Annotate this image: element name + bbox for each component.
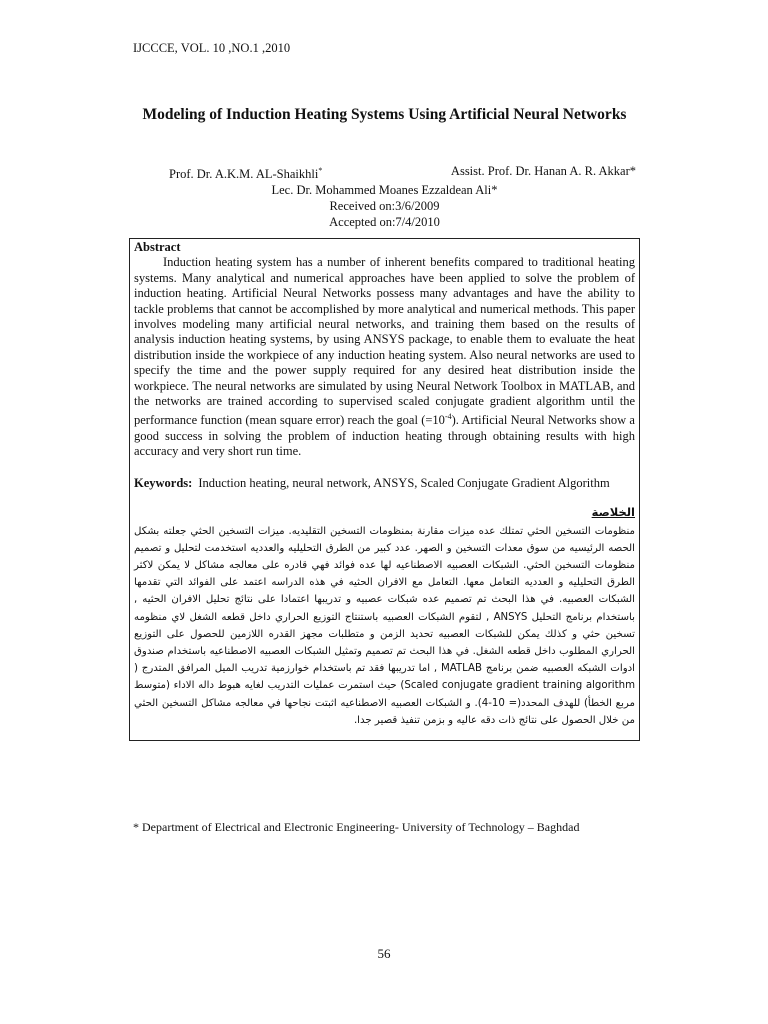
- author-2: Assist. Prof. Dr. Hanan A. R. Akkar*: [450, 164, 636, 178]
- abstract-box: [129, 238, 640, 741]
- keywords-line: [134, 476, 635, 491]
- arabic-abstract-heading: الخلاصة: [591, 505, 635, 520]
- page-number: 56: [377, 946, 391, 961]
- author-3: Lec. Dr. Mohammed Moanes Ezzaldean Ali*: [271, 183, 498, 198]
- paper-title: Modeling of Induction Heating Systems Using Artificial Neural Networks: [142, 106, 627, 123]
- arabic-abstract-text: منظومات التسخين الحثي تمتلك عده ميزات مقارنة بمنظومات التسخين التقليديه. ميزات التسخين الحثي جعلته بشكل الحصه الرئيسيه من سوق معدات التسخين و الصهر. عدد كبير من الطرق التحليليه والعدديه استخدمت لتحليل و تصميم منظومات التسخين الحثي. الشبكات العصبيه الاصطناعيه لها عده فوائد فهي قادره على معالجه مشاكل لا يمكن لاكثر الطرق التحليليه و العدديه التعامل معها. التعامل مع الافران الحثيه في هذه الدراسه اعتمد على الفوائد التي تقدمها الشبكات العصبيه. في هذا البحث تم تصميم عده شبكات عصبيه و تدريبها اعتمادا على نتائج تحليل الافران الحثيه , باستخدام برنامج التحليل ANSYS , لتقوم الشبكات العصبيه باستنتاج التوزيع الحراري داخل قطعه الشغل لاي منظومه تسخين حثي و كذلك يمكن للشبكات العصبيه تحديد الزمن و متطلبات مجهز القدره اللازمين للحصول على التوزيع الحراري المطلوب داخل قطعه الشغل. في هذا البحث تم تصميم وتمثيل الشبكات العصبيه الاصطناعيه باستخدام صندوق ادوات الشبكه العصبيه ضمن برنامج MATLAB , اما تدريبها فقد تم باستخدام خوارزمية تدريب الميل المرافق المتدرج ( Scaled conjugate gradient training algorithm) حيث استمرت عمليات التدريب لغايه هبوط داله الاداء (متوسط مربع الخطأ) للهدف المحدد(= 10-4). و الشبكات العصبيه الاصطناعيه اثبتت نجاحها في معالجه مشاكل التسخين الحثي من خلال الحصول على نتائج ذات دقه عاليه و بزمن تنفيذ قصير جدا.: [134, 525, 635, 726]
- keywords-label: Keywords:: [134, 475, 193, 490]
- author-1-mark: *: [318, 166, 323, 175]
- affiliation-footnote: * Department of Electrical and Electronic Engineering- University of Technology – Baghdad: [133, 820, 580, 834]
- journal-header: IJCCCE, VOL. 10 ,NO.1 ,2010: [133, 41, 291, 55]
- abstract-heading: Abstract: [134, 240, 181, 254]
- abstract-text: Induction heating system has a number of inherent benefits compared to traditional heating systems. Many analytical and numerical approaches have been applied to solve the problem of induction heating. Artificial Neural Networks possess many advantages and have the ability to tackle problems that cannot be accomplished by more analytical and numerical methods. This paper involves modeling many artificial neural networks, and training them based on the results of analysis induction heating systems, by using ANSYS package, to enable them to evaluate the heat distribution inside the workpiece of any induction heating system. Also neural networks are used to specify the time and the power supply required for any desired heat distribution inside the workpiece. The neural networks are simulated by using Neural Network Toolbox in MATLAB, and the networks are trained according to supervised scaled conjugate gradient algorithm until the performance function (mean square error) reach the goal $(=10^{-4})$. Artificial Neural Networks show a good success in solving the problem of induction heating through obtaining results with high accuracy and very short run time.: [134, 255, 635, 459]
- abstract-exponent: -4: [444, 412, 452, 422]
- author-block: [133, 163, 636, 230]
- received-date: Received on:3/6/2009: [329, 199, 440, 214]
- author-1: Prof. Dr. A.K.M. AL-Shaikhli*: [169, 166, 323, 182]
- author-row: [133, 163, 636, 182]
- keywords-text: Induction heating, neural network, ANSYS, Scaled Conjugate Gradient Algorithm: [198, 475, 610, 490]
- accepted-date: Accepted on:7/4/2010: [329, 215, 440, 230]
